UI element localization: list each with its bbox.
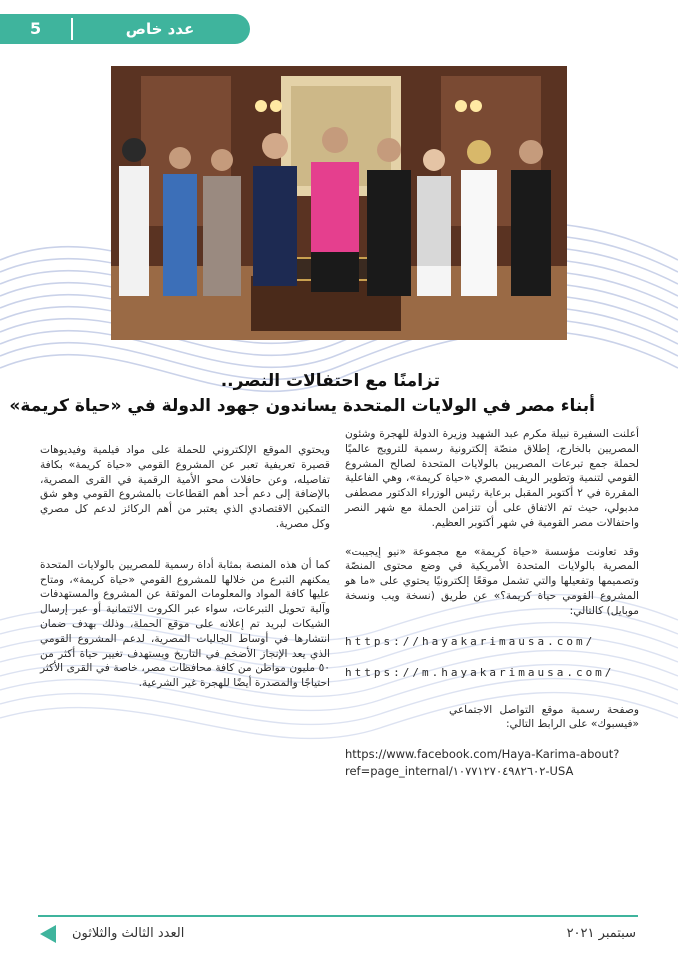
facebook-link[interactable]: https://www.facebook.com/Haya-Karima-about?ref=page_internal/١٠٧٧١٢٧٠٤٩٨٢٦٠٢-USA xyxy=(345,747,620,779)
page-number: 5 xyxy=(30,19,42,38)
arrow-left-icon xyxy=(40,925,56,943)
paragraph: وقد تعاونت مؤسسة «حياة كريمة» مع مجموعة «نيو إيجيبت» المصرية بالولايات المتحدة الأمريكية في وضع محتوى المنصّة وتصميمها وتفعيلها والتي تشمل موقعًا إلكترونيًا يحتوي على «ما هو المشروع القومي حياة كريمة؟» عن طريق (نسخة ويب ونسخة موبايل) كالتالي: xyxy=(345,545,639,617)
header-divider xyxy=(71,18,73,40)
article-title: أبناء مصر في الولايات المتحدة يساندون جهود الدولة في «حياة كريمة» xyxy=(9,396,595,416)
article-column-right xyxy=(345,427,639,794)
paragraph: ويحتوي الموقع الإلكتروني للحملة على مواد فيلمية وفيديوهات قصيرة تعريفية تعبر عن المشروع القومي «حياة كريمة» بكافة تفاصيله، وعن حافلات محو الأمية الرقمية في القرى المصرية، بالإضافة إلى دعم أحد أهم القطاعات بالمشروع القومي وهو شق التمكين الاقتصادي الذي يعتبر من أهم الركائز لدعم كل مصري وكل مصرية. xyxy=(40,444,330,530)
website-link[interactable]: https://hayakarimausa.com/ xyxy=(345,634,596,648)
paragraph: وصفحة رسمية موقع التواصل الاجتماعي «فيسبوك» على الرابط التالي: xyxy=(449,703,639,731)
footer-issue: العدد الثالث والثلاثون xyxy=(72,926,185,941)
paragraph: أعلنت السفيرة نبيلة مكرم عبد الشهيد وزيرة الدولة للهجرة وشئون المصريين بالخارج، إطلاق منصّة إلكترونية رسمية للترويج عالميًا لحملة جمع تبرعات المصريين بالولايات المتحدة لصالح المشروع القومي لتنمية وتطوير الريف المصري «حياة كريمة»، وهي الفاعلية المقررة في ٢ أكتوبر المقبل برعاية رئيس الوزراء الدكتور مصطفى مدبولي، حيث تم الاتفاق على أن تتزامن الحملة مع شهر النصر واحتفالات مصر القومية في شهر أكتوبر العظيم. xyxy=(345,428,639,529)
footer-divider xyxy=(38,915,638,917)
article-column-left xyxy=(40,443,330,705)
footer-date: سبتمبر ٢٠٢١ xyxy=(566,926,636,941)
section-label: عدد خاص xyxy=(125,20,195,38)
article-photo xyxy=(111,66,567,340)
paragraph: كما أن هذه المنصة بمثابة أداة رسمية للمصريين بالولايات المتحدة يمكنهم التبرع من خلالها للمشروع القومي «حياة كريمة»، ومتاح عليها كافة المواد والمعلومات الموثقة عن المشروع والمستهدفات وآلية تحويل التبرعات، سواء عبر الكروت الائتمانية أو عبر إرسال الشيكات لبريد تم إعلانه على موقع الحملة، وذلك بهدف ضمان انتشارها في أوساط الجاليات المصرية، لدعم المشروع القومي الذي يعد الإنجاز الأضخم في التاريخ ويستهدف تغيير حياة أكثر من ٥٠ مليون مواطن من كافة محافظات مصر، خاصة في القرى الأكثر احتياجًا والمصدرة أيضًا للهجرة غير الشرعية. xyxy=(40,558,330,690)
article-kicker: تزامنًا مع احتفالات النصر.. xyxy=(220,371,440,391)
mobile-website-link[interactable]: https://m.hayakarimausa.com/ xyxy=(345,665,615,679)
